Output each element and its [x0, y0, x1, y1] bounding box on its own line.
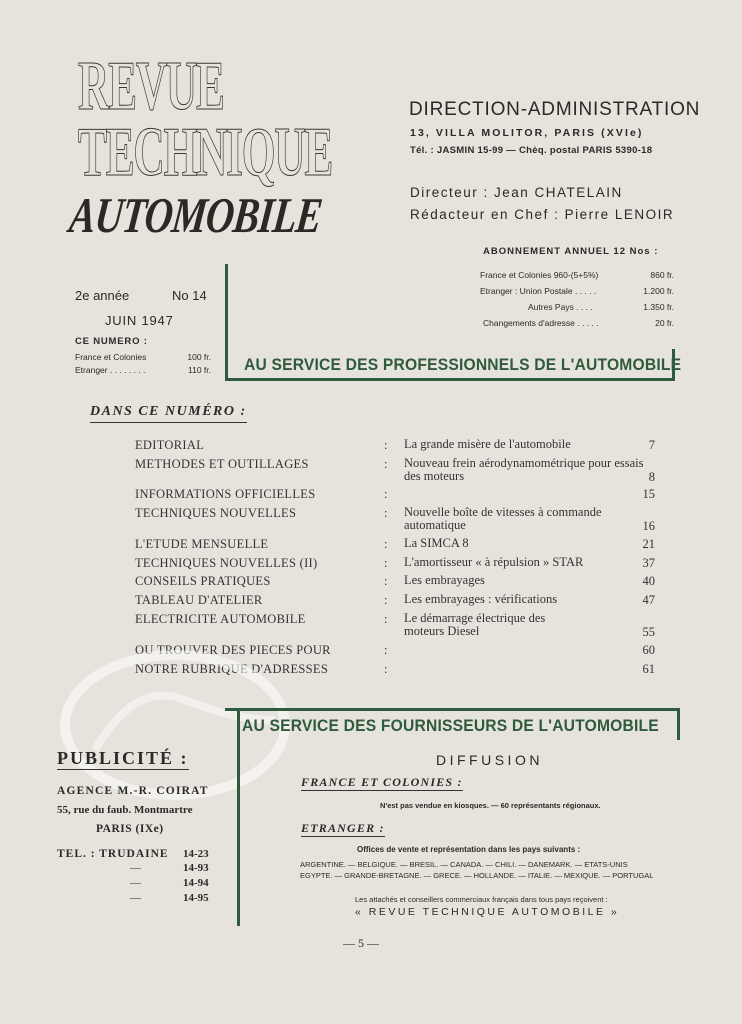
banner-bottom-frame-right: [677, 708, 680, 740]
subscription-row: Etranger : Union Postale . . . . . 1.200 fr.: [480, 286, 674, 296]
address: 13, VILLA MOLITOR, PARIS (XVIe): [410, 127, 644, 139]
dash: —: [130, 862, 141, 874]
issue-number: No 14: [172, 288, 207, 303]
banner-top-text: AU SERVICE DES PROFESSIONNELS DE L'AUTOMOBILE: [244, 355, 682, 374]
dash: —: [130, 877, 141, 889]
publicite-tel-number: 14-95: [183, 892, 209, 904]
subscription-title: ABONNEMENT ANNUEL 12 Nos :: [483, 246, 659, 257]
publicite-tel-number: 14-94: [183, 877, 209, 889]
direction-title: DIRECTION-ADMINISTRATION: [409, 99, 701, 120]
logo-line-automobile: AUTOMOBILE: [66, 187, 325, 243]
logo-line-revue: REVUE: [78, 48, 224, 125]
page-number: — 5 —: [343, 936, 379, 950]
publicite-title: PUBLICITÉ :: [57, 748, 189, 768]
france-text: N'est pas vendue en kiosques. — 60 représentants régionaux.: [380, 801, 601, 810]
price-foreign: Etranger . . . . . . . . 110 fr.: [75, 365, 211, 375]
publicite-agency: AGENCE M.-R. COIRAT: [57, 785, 209, 797]
publicite-tel-label: TEL. : TRUDAINE: [57, 848, 169, 860]
price-title: CE NUMERO :: [75, 336, 148, 347]
attache-text: Les attachés et conseillers commerciaux français dans tous pays reçoivent :: [355, 895, 608, 904]
revue-name: « REVUE TECHNIQUE AUTOMOBILE »: [355, 906, 620, 918]
toc-title: DANS CE NUMÉRO :: [90, 404, 247, 423]
director: Directeur : Jean CHATELAIN: [410, 185, 623, 200]
phone: Tél. : JASMIN 15-99 — Chèq. postal PARIS 5390-18: [410, 145, 653, 156]
diffusion-title: DIFFUSION: [436, 752, 543, 768]
countries-line: ARGENTINE. — BELGIQUE. — BRESIL. — CANADA. — CHILI. — DANEMARK. — ETATS-UNIS: [300, 860, 628, 869]
editor: Rédacteur en Chef : Pierre LENOIR: [410, 207, 675, 222]
france-title: FRANCE ET COLONIES :: [301, 775, 463, 789]
banner-bottom-text: AU SERVICE DES FOURNISSEURS DE L'AUTOMOBILE: [242, 716, 659, 735]
publicite-street: 55, rue du faub. Montmartre: [57, 804, 193, 816]
issue-date: JUIN 1947: [105, 313, 174, 328]
publicite-tel-number: 14-23: [183, 848, 209, 860]
banner-bottom-frame-left: [237, 708, 240, 926]
banner-top-frame-bottom: [225, 378, 675, 381]
subscription-row: Autres Pays . . . . 1.350 fr.: [528, 302, 674, 312]
publicite-city: PARIS (IXe): [96, 823, 164, 835]
subscription-row: France et Colonies 960-(5+5%) 860 fr.: [480, 270, 674, 280]
banner-bottom-frame-top: [225, 708, 680, 711]
banner-top-frame-left: [225, 264, 228, 381]
issue-year: 2e année: [75, 288, 130, 303]
logo-line-technique: TECHNIQUE: [78, 114, 333, 191]
publicite-tel-number: 14-93: [183, 862, 209, 874]
dash: —: [130, 892, 141, 904]
etranger-intro: Offices de vente et représentation dans les pays suivants :: [357, 845, 581, 854]
countries-line: EGYPTE. — GRANDE-BRETAGNE. — GRECE. — HOLLANDE. — ITALIE. — MEXIQUE. — PORTUGAL: [300, 871, 654, 880]
etranger-title: ETRANGER :: [301, 821, 385, 835]
price-france: France et Colonies 100 fr.: [75, 352, 211, 362]
subscription-row: Changements d'adresse . . . . . 20 fr.: [483, 318, 674, 328]
